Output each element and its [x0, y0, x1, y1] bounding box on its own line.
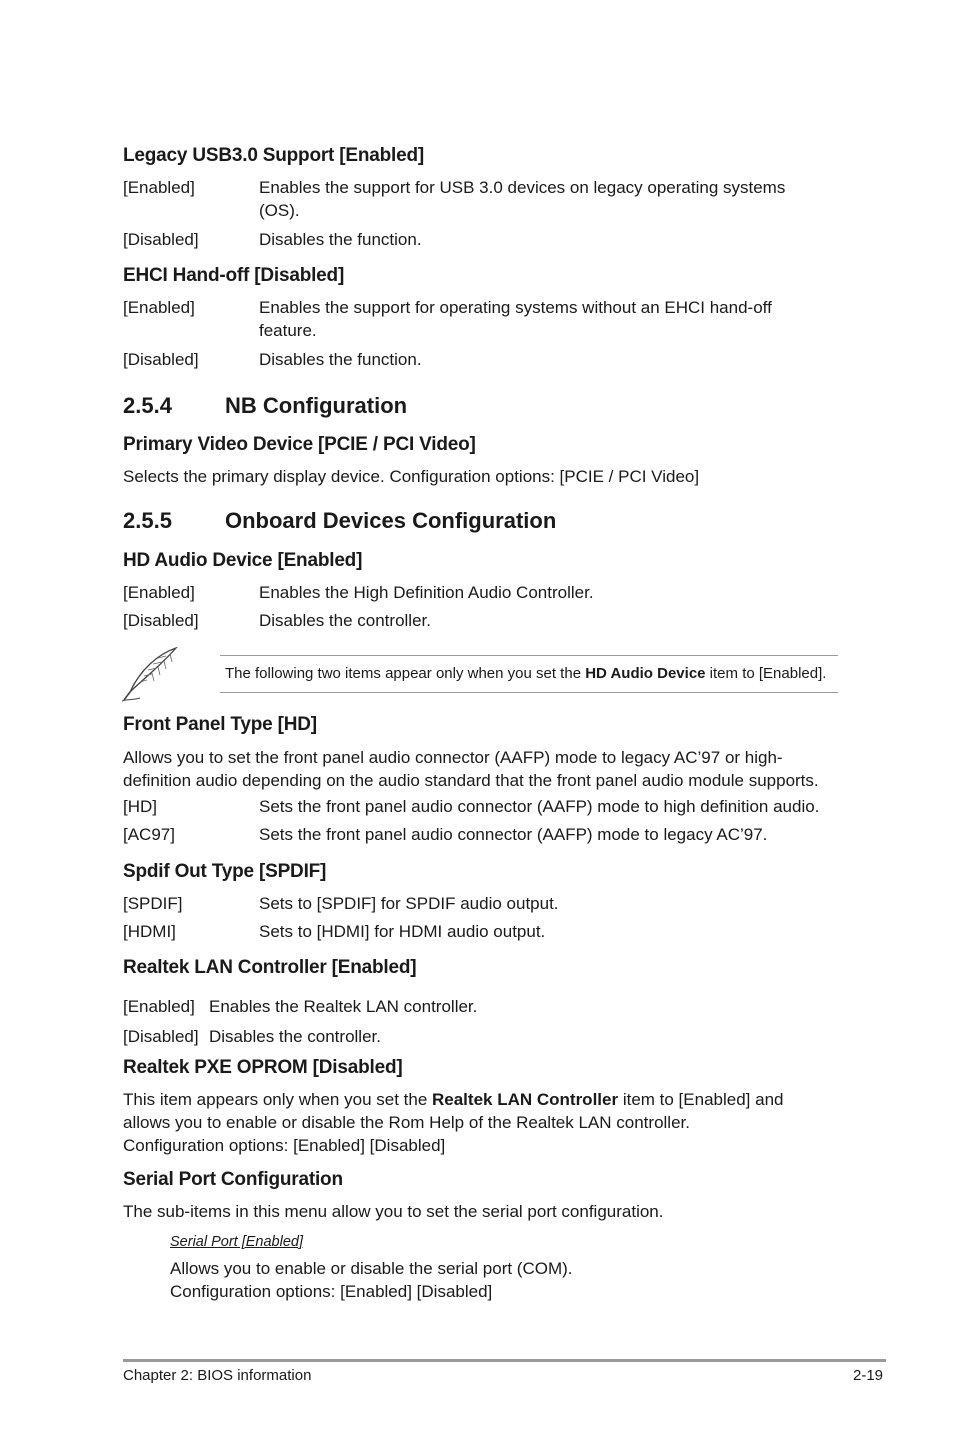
front-panel-desc-hd: Sets the front panel audio connector (AAFP) mode to high definition audio. — [259, 797, 820, 816]
front-panel-text-line2: definition audio depending on the audio standard that the front panel audio module supports. — [123, 771, 819, 790]
feather-pen-icon — [118, 644, 182, 704]
hd-audio-heading: HD Audio Device [Enabled] — [123, 550, 363, 571]
realtek-lan-heading: Realtek LAN Controller [Enabled] — [123, 957, 417, 978]
ehci-desc-disabled: Disables the function. — [259, 350, 422, 369]
primary-video-text: Selects the primary display device. Configuration options: [PCIE / PCI Video] — [123, 467, 700, 486]
realtek-pxe-line3: Configuration options: [Enabled] [Disabled] — [123, 1136, 446, 1155]
serial-port-sub-heading: Serial Port [Enabled] — [170, 1234, 303, 1250]
serial-port-heading: Serial Port Configuration — [123, 1169, 343, 1190]
legacy-usb-opt-disabled: [Disabled] — [123, 230, 199, 249]
realtek-pxe-heading: Realtek PXE OPROM [Disabled] — [123, 1057, 403, 1078]
realtek-pxe-line2: allows you to enable or disable the Rom Help of the Realtek LAN controller. — [123, 1113, 690, 1132]
section-254-heading — [123, 393, 407, 419]
spdif-heading: Spdif Out Type [SPDIF] — [123, 861, 327, 882]
front-panel-heading: Front Panel Type [HD] — [123, 714, 317, 735]
section-255-heading — [123, 508, 556, 534]
spdif-opt-hdmi: [HDMI] — [123, 922, 176, 941]
serial-port-sub-line2: Configuration options: [Enabled] [Disabled] — [170, 1282, 493, 1301]
realtek-lan-opt-disabled: [Disabled] — [123, 1027, 199, 1046]
front-panel-desc-ac97: Sets the front panel audio connector (AAFP) mode to legacy AC’97. — [259, 825, 768, 844]
note-text — [225, 665, 826, 682]
ehci-opt-enabled: [Enabled] — [123, 298, 195, 317]
front-panel-opt-hd: [HD] — [123, 797, 157, 816]
legacy-usb-desc-enabled-line1: Enables the support for USB 3.0 devices on legacy operating systems — [259, 178, 786, 197]
serial-port-text: The sub-items in this menu allow you to set the serial port configuration. — [123, 1202, 664, 1221]
hd-audio-opt-disabled: [Disabled] — [123, 611, 199, 630]
footer-chapter: Chapter 2: BIOS information — [123, 1367, 312, 1384]
hd-audio-opt-enabled: [Enabled] — [123, 583, 195, 602]
realtek-pxe-line1-after: item to [Enabled] and — [618, 1090, 784, 1109]
footer-rule — [123, 1359, 886, 1362]
spdif-opt-spdif: [SPDIF] — [123, 894, 183, 913]
note-text-before: The following two items appear only when you set the — [225, 665, 586, 682]
realtek-pxe-line1-before: This item appears only when you set the — [123, 1090, 432, 1109]
hd-audio-desc-disabled: Disables the controller. — [259, 611, 431, 630]
front-panel-text-line1: Allows you to set the front panel audio connector (AAFP) mode to legacy AC’97 or high- — [123, 748, 783, 767]
realtek-pxe-line1-bold: Realtek LAN Controller — [432, 1090, 619, 1109]
legacy-usb-heading: Legacy USB3.0 Support [Enabled] — [123, 145, 425, 166]
front-panel-opt-ac97: [AC97] — [123, 825, 175, 844]
realtek-pxe-line1 — [123, 1088, 783, 1111]
realtek-lan-desc-enabled: Enables the Realtek LAN controller. — [209, 997, 478, 1016]
ehci-opt-disabled: [Disabled] — [123, 350, 199, 369]
ehci-desc-enabled-line2: feature. — [259, 321, 317, 340]
realtek-lan-opt-enabled: [Enabled] — [123, 997, 195, 1016]
ehci-heading: EHCI Hand-off [Disabled] — [123, 265, 345, 286]
section-254-title: NB Configuration — [225, 393, 408, 418]
section-255-number: 2.5.5 — [123, 508, 172, 533]
serial-port-sub-line1: Allows you to enable or disable the serial port (COM). — [170, 1259, 573, 1278]
legacy-usb-desc-enabled — [259, 176, 839, 222]
realtek-lan-desc-disabled: Disables the controller. — [209, 1027, 381, 1046]
legacy-usb-desc-disabled: Disables the function. — [259, 230, 422, 249]
section-255-title: Onboard Devices Configuration — [225, 508, 557, 533]
spdif-desc-spdif: Sets to [SPDIF] for SPDIF audio output. — [259, 894, 559, 913]
ehci-desc-enabled — [259, 296, 839, 342]
note-bottom-rule — [220, 692, 838, 693]
legacy-usb-opt-enabled: [Enabled] — [123, 178, 195, 197]
spdif-desc-hdmi: Sets to [HDMI] for HDMI audio output. — [259, 922, 546, 941]
note-text-bold: HD Audio Device — [585, 665, 706, 682]
note-top-rule — [220, 655, 838, 656]
ehci-desc-enabled-line1: Enables the support for operating systems without an EHCI hand-off — [259, 298, 772, 317]
section-254-number: 2.5.4 — [123, 393, 172, 418]
primary-video-heading: Primary Video Device [PCIE / PCI Video] — [123, 434, 476, 455]
legacy-usb-desc-enabled-line2: (OS). — [259, 201, 300, 220]
note-text-after: item to [Enabled]. — [705, 665, 827, 682]
footer-page-number: 2-19 — [853, 1367, 884, 1384]
hd-audio-desc-enabled: Enables the High Definition Audio Controller. — [259, 583, 594, 602]
